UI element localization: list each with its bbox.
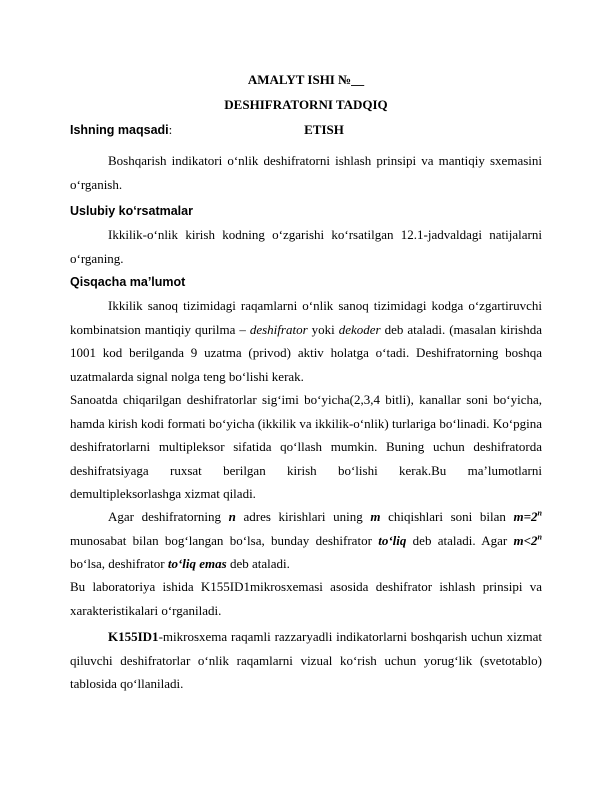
formula-full [514,509,542,524]
formula-partial-exponent: n [537,532,542,542]
purpose-heading-colon: : [168,122,173,137]
info-p1-text-a: Ikkilik sanoq tizimidagi raqamlarni o‘nlik sanoq tizimidagi kodga o‘zgartiruvchi kombinatsion mantiqiy qurilma – [70,298,542,337]
info-p3-text-g: deb ataladi. [226,556,290,571]
document-title-line3: ETISH [304,122,344,137]
formula-full-exponent: n [537,508,542,518]
info-p5-text: -mikrosxema raqamli razzaryadli indikatorlarni boshqarish uchun xizmat qiluvchi deshifratorlar o‘nlik raqamlarni vizual ko‘rish uchun yorug‘lik (svetotablo) tablosida qo‘llaniladi. [70,629,542,691]
purpose-heading-label: Ishning maqsadi [70,123,169,137]
info-p3-text-d: munosabat bilan bog‘langan bo‘lsa, bunday deshifrator [70,532,379,548]
info-p3-text-b: adres kirishlari uning [235,509,371,524]
info-p1-text-b: yoki [307,321,339,337]
term-deshifrator: deshifrator [249,321,308,337]
info-paragraph-4: Bu laboratoriya ishida K155ID1mikrosxemasi asosida deshifrator ishlash prinsipi va xarakteristikalari o‘rganiladi. [70,579,542,618]
document-title-line2: DESHIFRATORNI TADQIQ [224,97,388,112]
term-dekoder: dekoder [338,321,381,337]
info-heading: Qisqacha ma’lumot [70,275,186,289]
chip-name: K155ID1 [108,629,159,644]
info-p3-text-f: bo‘lsa, deshifrator [70,556,168,571]
info-paragraph-2: Sanoatda chiqarilgan deshifratorlar sig‘imi bo‘yicha(2,3,4 bitli), kanallar soni bo‘yicha, hamda kirish kodi formati bo‘yicha (ikkilik va ikkilik-o‘nlik) turlariga bo‘linadi. Ko‘pgina deshifratorlarni multipleksor sifatida qo‘llash mumkin. Buning uchun deshifratorda deshifratsiyaga ruxsat berilgan kirish bo‘lishi kerak.Bu ma’lumotlarni demultipleksorlashga xizmat qiladi. [70,392,542,501]
var-n: n [228,509,236,524]
info-paragraph-3 [70,505,542,576]
info-p3-text-a: Agar deshifratorning [108,509,229,524]
formula-full-base: m=2 [513,509,538,524]
purpose-paragraph: Boshqarish indikatori o‘nlik deshifratorni ishlash prinsipi va mantiqiy sxemasini o‘rganish. [70,153,542,192]
info-p3-text-c: chiqishlari soni bilan [380,509,514,524]
document-title-line1: AMALYT ISHI №__ [247,72,365,87]
method-heading: Uslubiy ko‘rsatmalar [70,204,193,218]
formula-partial-base: m<2 [513,532,538,548]
info-p1-text-c: deb ataladi. (masalan kirishda 1001 kod berilganda 9 uzatma (privod) aktiv holatga o‘tadi. Deshifratorning boshqa uzatmalarda signal nolga teng bo‘lishi kerak. [70,321,542,384]
term-toliq: to‘liq [378,532,407,548]
method-paragraph: Ikkilik-o‘nlik kirish kodning o‘zgarishi ko‘rsatilgan 12.1-jadvaldagi natijalarni o‘rganing. [70,227,542,266]
info-paragraph-1 [70,294,542,388]
info-paragraph-5 [70,625,542,696]
formula-partial [514,533,542,548]
info-p3-text-e: deb ataladi. Agar [406,532,514,548]
var-m: m [370,509,381,524]
term-toliq-emas: to‘liq emas [167,556,227,571]
